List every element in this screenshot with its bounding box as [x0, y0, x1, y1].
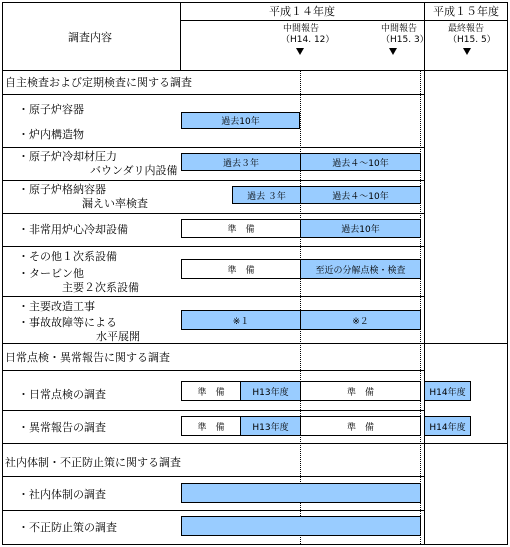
header-bottom — [2, 70, 508, 71]
section-title-3: 社内体制・不正防止策に関する調査 — [5, 456, 181, 469]
box-preparation: 準 備 — [181, 259, 301, 279]
interim2-date: （H15. 3） — [381, 35, 429, 45]
bar-internal-system — [181, 483, 421, 503]
border-top — [2, 2, 508, 3]
row-label: ・原子炉格納容器 — [18, 183, 106, 196]
box-preparation: 準 備 — [181, 219, 301, 238]
row-label: ・異常報告の調査 — [18, 421, 106, 434]
row7-bottom — [2, 410, 424, 411]
border-bottom — [2, 544, 508, 545]
interim2-marker-icon — [389, 48, 397, 55]
row5-bottom — [2, 296, 424, 297]
bar-past-4-10y: 過去４～10年 — [300, 153, 421, 171]
bar-note-1: ※１ — [181, 310, 301, 330]
guide-interim1 — [300, 70, 301, 544]
final-marker-icon — [463, 48, 471, 55]
row-label: 水平展開 — [96, 330, 140, 343]
row9-bottom — [2, 510, 424, 511]
bar-past-10y: 過去10年 — [300, 219, 421, 238]
bar-h13: H13年度 — [240, 416, 301, 436]
row-label: ・事故故障等による — [18, 316, 117, 329]
interim1-marker-icon — [296, 48, 304, 55]
row-label: ・原子炉冷却材圧力 — [18, 150, 117, 163]
bar-past-3y: 過去 ３年 — [232, 186, 301, 204]
final-date: （H15. 5） — [448, 35, 496, 45]
row-label: ・社内体制の調査 — [18, 488, 106, 501]
bar-h13: H13年度 — [240, 381, 301, 401]
section-title-2: 日常点検・異常報告に関する調査 — [5, 351, 170, 364]
guide-interim2 — [420, 70, 421, 544]
interim2-label: 中間報告 — [381, 24, 418, 34]
bar-h14: H14年度 — [424, 381, 471, 401]
bar-past-10y: 過去10年 — [181, 112, 300, 129]
s2-bottom — [2, 370, 424, 371]
row-label: ・不正防止策の調査 — [18, 521, 117, 534]
row-label: バウンダリ内設備 — [90, 164, 178, 177]
border-left — [2, 2, 3, 545]
row4-bottom — [2, 246, 424, 247]
bar-past-3y: 過去３年 — [181, 153, 301, 171]
row8-bottom — [2, 443, 508, 444]
row-label: ・炉内構造物 — [18, 128, 84, 141]
bar-past-4-10y: 過去４～10年 — [300, 186, 421, 204]
interim1-date: （H14. 12） — [281, 35, 335, 45]
bar-note-2: ※２ — [300, 310, 421, 330]
survey-content-header: 調査内容 — [68, 31, 112, 44]
interim1-label: 中間報告 — [283, 24, 320, 34]
row2-bottom — [2, 180, 424, 181]
row-label: ・その他１次系設備 — [18, 250, 117, 263]
row-label: ・主要改造工事 — [18, 300, 95, 313]
s3-bottom — [2, 476, 424, 477]
row-label: ・タービン他 — [18, 267, 84, 280]
box-preparation: 準 備 — [181, 416, 241, 436]
border-right — [507, 2, 508, 545]
s1-bottom — [2, 94, 424, 95]
box-preparation: 準 備 — [300, 416, 421, 436]
year-divider — [180, 20, 508, 21]
box-preparation: 準 備 — [181, 381, 241, 401]
row-label: ・非常用炉心冷却設備 — [18, 223, 128, 236]
year-h14: 平成１４年度 — [269, 5, 335, 18]
bar-recent-overhaul: 至近の分解点検・検査 — [300, 259, 421, 279]
row1-bottom — [2, 147, 424, 148]
col-line-2 — [424, 2, 425, 545]
bar-h14: H14年度 — [424, 416, 471, 436]
box-preparation: 準 備 — [300, 381, 421, 401]
row-label: 漏えい率検査 — [82, 197, 148, 210]
bar-fraud-prevention — [181, 516, 421, 536]
final-label: 最終報告 — [448, 24, 485, 34]
row-label: ・原子炉容器 — [18, 103, 84, 116]
section-title-1: 自主検査および定期検査に関する調査 — [5, 76, 192, 89]
row-label: 主要２次系設備 — [62, 281, 139, 294]
row6-bottom — [2, 343, 508, 344]
year-h15: 平成１５年度 — [433, 5, 499, 18]
row-label: ・日常点検の調査 — [18, 388, 106, 401]
row3-bottom — [2, 213, 424, 214]
